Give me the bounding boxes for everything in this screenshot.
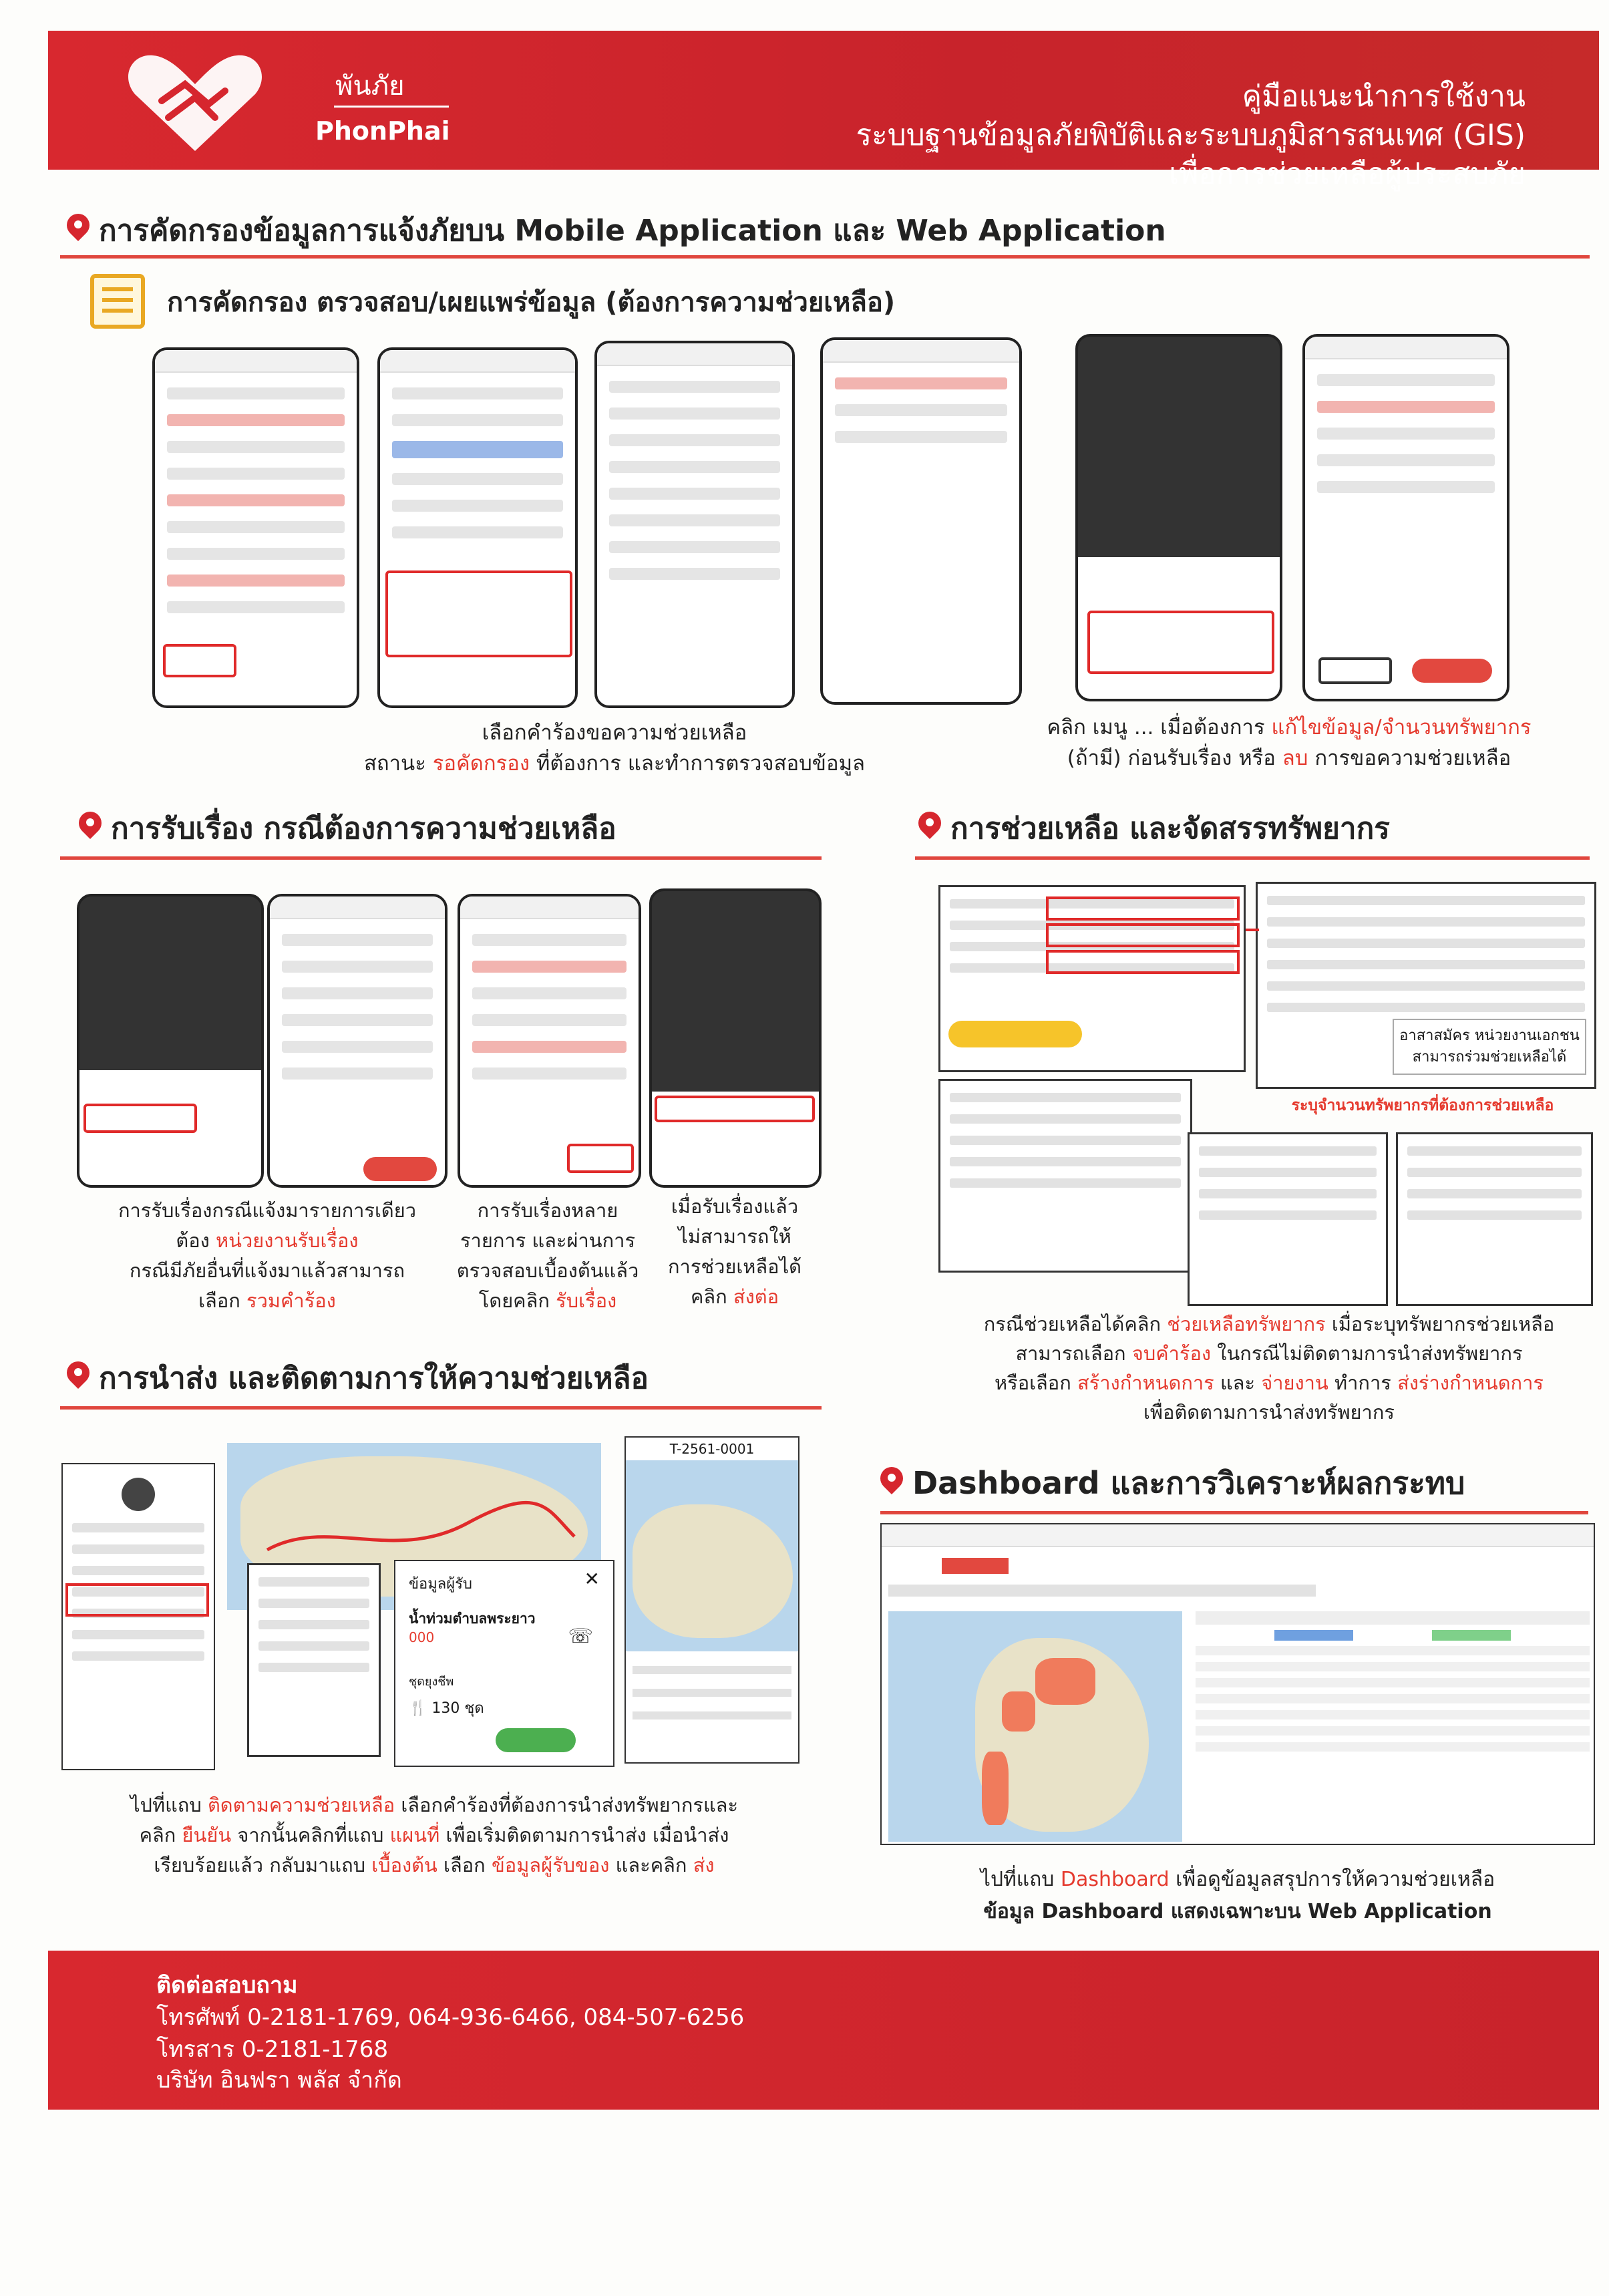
contact-phone: โทรศัพท์ 0-2181-1769, 064-936-6466, 084-507-6256 xyxy=(156,2004,745,2031)
caption-highlight: ระบุจำนวนทรัพยากรที่ต้องการช่วยเหลือ xyxy=(1291,1097,1554,1114)
location-pin-icon xyxy=(918,812,941,842)
food-icon: 🍴 xyxy=(409,1700,427,1717)
contact-company: บริษัท อินฟรา พลัส จำกัด xyxy=(156,2067,402,2094)
caption-highlight: สร้างกำหนดการ xyxy=(1077,1371,1214,1394)
brand-name-english: PhonPhai xyxy=(315,116,450,146)
close-icon[interactable]: ✕ xyxy=(584,1568,600,1590)
caption-highlight: รับเรื่อง xyxy=(556,1289,617,1312)
manual-title-line-3: เพื่อการช่วยเหลือผู้ประสบภัย xyxy=(1169,157,1526,191)
navigation-map-header: T-2561-0001 xyxy=(626,1438,798,1460)
caption-line xyxy=(935,1339,1603,1368)
caption-text: คลิก xyxy=(139,1824,182,1846)
section-divider xyxy=(880,1511,1588,1514)
screenshot-forward-menu xyxy=(649,888,822,1188)
caption-text: ทำการ xyxy=(1328,1371,1398,1394)
section-delivery-title xyxy=(67,1355,649,1402)
brand-divider xyxy=(334,106,449,108)
contact-footer xyxy=(48,1951,1599,2110)
section-divider xyxy=(60,255,1590,259)
caption-text: คลิก xyxy=(690,1285,733,1308)
caption-highlight: ยืนยัน xyxy=(182,1824,232,1846)
screenshot-navigation-map xyxy=(624,1436,799,1764)
accept-caption-multiple xyxy=(434,1196,661,1316)
caption-highlight: ส่ง xyxy=(693,1854,715,1876)
caption-text: ไปที่แถบ xyxy=(130,1794,208,1816)
caption-text: กรณีช่วยเหลือได้คลิก xyxy=(983,1313,1168,1335)
caption-line xyxy=(434,1286,661,1316)
popup-item-qty xyxy=(409,1696,484,1719)
caption-line: เลือกคำร้องขอความช่วยเหลือ xyxy=(482,721,747,745)
caption-highlight: รวมคำร้อง xyxy=(246,1289,336,1312)
caption-text: เพื่อเริ่มติดตามการนำส่ง เมื่อนำส่ง xyxy=(439,1824,729,1846)
phone-icon[interactable]: ☏ xyxy=(568,1625,593,1648)
caption-text: และคลิก xyxy=(609,1854,693,1876)
location-pin-icon xyxy=(67,214,90,244)
caption-line: เมื่อรับเรื่องแล้ว xyxy=(671,1195,799,1218)
screenshot-resource-list xyxy=(1396,1132,1593,1306)
caption-text: ไปที่แถบ xyxy=(980,1868,1061,1891)
dashboard-table xyxy=(1196,1611,1590,1838)
header-banner xyxy=(48,31,1599,191)
caption-line xyxy=(73,1850,795,1880)
screenshot-resource-detail xyxy=(820,337,1022,705)
caption-line xyxy=(80,1286,454,1316)
screening-caption-right xyxy=(989,712,1590,774)
volunteer-note: อาสาสมัคร หน่วยงานเอกชน สามารถร่วมช่วยเหลือได้ xyxy=(1393,1019,1586,1075)
caption-highlight: ข้อมูลผู้รับของ xyxy=(491,1854,610,1876)
confirm-button[interactable] xyxy=(496,1728,576,1752)
caption-line: การช่วยเหลือได้ xyxy=(667,1255,801,1278)
accept-caption-single xyxy=(80,1196,454,1316)
handshake-heart-icon xyxy=(122,44,269,158)
caption-line xyxy=(989,712,1590,743)
popup-item-qty-text: 130 ชุด xyxy=(431,1700,484,1717)
dashboard-map xyxy=(888,1611,1182,1842)
location-pin-icon xyxy=(880,1467,903,1498)
brand-name-thai: พันภัย xyxy=(335,71,405,102)
caption-highlight: ส่งต่อ xyxy=(733,1285,779,1308)
caption-text: ต้อง xyxy=(176,1229,216,1252)
caption-text: หรือเลือก xyxy=(995,1371,1077,1394)
section-dashboard-title xyxy=(880,1459,1465,1508)
caption-text: สามารถเลือก xyxy=(1015,1342,1132,1365)
caption-text: เลือก xyxy=(198,1289,247,1312)
caption-line xyxy=(989,743,1590,774)
section-dashboard-title-text: Dashboard และการวิเคราะห์ผลกระทบ xyxy=(912,1465,1465,1501)
document-icon xyxy=(90,274,145,329)
caption-highlight: Dashboard xyxy=(1060,1868,1170,1891)
caption-highlight: เบื้องต้น xyxy=(371,1854,437,1876)
caption-text: เพื่อดูข้อมูลสรุปการให้ความช่วยเหลือ xyxy=(1169,1868,1495,1891)
caption-highlight: หน่วยงานรับเรื่อง xyxy=(216,1229,359,1252)
manual-title-line-2: ระบบฐานข้อมูลภัยพิบัติและระบบภูมิสารสนเทศ (GIS) xyxy=(856,118,1526,152)
screenshot-accept-menu xyxy=(77,894,264,1188)
section-divider xyxy=(915,856,1590,860)
location-pin-icon xyxy=(67,1361,90,1392)
section-assist-title-text: การช่วยเหลือ และจัดสรรทรัพยากร xyxy=(950,812,1390,846)
caption-highlight: ติดตามความช่วยเหลือ xyxy=(207,1794,395,1816)
caption-line xyxy=(935,1368,1603,1398)
location-pin-icon xyxy=(79,812,102,842)
caption-highlight: ลบ xyxy=(1282,746,1308,770)
popup-heading: ข้อมูลผู้รับ xyxy=(409,1576,472,1593)
caption-line: ไม่สามารถให้ xyxy=(678,1225,791,1248)
caption-highlight: จ่ายงาน xyxy=(1261,1371,1328,1394)
screenshot-accept-list xyxy=(458,894,641,1188)
caption-line xyxy=(73,1790,795,1820)
arrow-connector xyxy=(1246,929,1259,931)
caption-text: สถานะ xyxy=(363,752,433,776)
section-delivery-title-text: การนำส่ง และติดตามการให้ความช่วยเหลือ xyxy=(99,1361,649,1396)
manual-title-line-1: คู่มือแนะนำการใช้งาน xyxy=(1242,79,1526,114)
caption-text: การขอความช่วยเหลือ xyxy=(1308,746,1511,770)
caption-line: ข้อมูล Dashboard แสดงเฉพาะบน Web Application xyxy=(983,1900,1492,1923)
popup-item-label: ชุดยุงชีพ xyxy=(409,1675,454,1689)
screenshot-dashboard xyxy=(880,1523,1595,1845)
screenshot-track-list xyxy=(247,1563,381,1757)
caption-line: เพื่อติดตามการนำส่งทรัพยากร xyxy=(1143,1401,1395,1424)
caption-highlight: แผนที่ xyxy=(389,1824,440,1846)
assist-caption xyxy=(935,1309,1603,1427)
section-accept-title-text: การรับเรื่อง กรณีต้องการความช่วยเหลือ xyxy=(111,812,616,846)
caption-line: กรณีมีภัยอื่นที่แจ้งมาแล้วสามารถ xyxy=(129,1259,405,1282)
screenshot-context-menu xyxy=(1075,334,1282,701)
screenshot-accept-detail xyxy=(267,894,448,1188)
screenshot-profile-menu xyxy=(61,1463,215,1770)
contact-fax: โทรสาร 0-2181-1768 xyxy=(156,2036,389,2063)
screenshot-assist-menu xyxy=(938,885,1246,1072)
section-divider xyxy=(60,1406,822,1410)
caption-text: ในกรณีไม่ติดตามการนำส่งทรัพยากร xyxy=(1211,1342,1523,1365)
caption-text: และ xyxy=(1214,1371,1262,1394)
caption-line: การรับเรื่องกรณีแจ้งมารายการเดียว xyxy=(118,1199,417,1222)
section-screening-title-text: การคัดกรองข้อมูลการแจ้งภัยบน Mobile Application และ Web Application xyxy=(99,214,1166,248)
delivery-caption xyxy=(73,1790,795,1880)
caption-line xyxy=(651,1282,818,1312)
section-screening-title xyxy=(67,207,1166,254)
caption-line xyxy=(281,748,948,779)
caption-line xyxy=(73,1820,795,1850)
caption-line: ตรวจสอบเบื้องต้นแล้ว xyxy=(456,1259,639,1282)
screening-subtitle: การคัดกรอง ตรวจสอบ/เผยแพร่ข้อมูล (ต้องการความช่วยเหลือ) xyxy=(167,287,896,318)
caption-text: จากนั้นคลิกที่แถบ xyxy=(231,1824,390,1846)
section-divider xyxy=(60,856,822,860)
caption-highlight: แก้ไขข้อมูล/จำนวนทรัพยากร xyxy=(1271,715,1532,740)
caption-text: เมื่อระบุทรัพยากรช่วยเหลือ xyxy=(1325,1313,1555,1335)
caption-text: ที่ต้องการ และทำการตรวจสอบข้อมูล xyxy=(530,752,866,776)
section-accept-title xyxy=(79,805,616,852)
screenshot-damage-info xyxy=(594,341,795,708)
manual-title xyxy=(856,77,1526,194)
screening-caption-left xyxy=(281,717,948,779)
screenshot-request-list xyxy=(152,347,359,708)
screenshot-create-schedule xyxy=(938,1079,1192,1273)
popup-place: น้ำท่วมตำบลพระยาว xyxy=(409,1611,536,1627)
screenshot-edit-form xyxy=(1302,334,1509,701)
caption-line xyxy=(80,1226,454,1256)
caption-text: (ถ้ามี) ก่อนรับเรื่อง หรือ xyxy=(1067,746,1282,770)
caption-line xyxy=(880,1864,1595,1896)
resource-specify-label xyxy=(1249,1096,1596,1116)
caption-line xyxy=(935,1309,1603,1339)
caption-text: เลือกคำร้องที่ต้องการนำส่งทรัพยากรและ xyxy=(395,1794,739,1816)
caption-highlight: ส่งร่างกำหนดการ xyxy=(1397,1371,1544,1394)
caption-line: รายการ และผ่านการ xyxy=(460,1229,636,1252)
caption-highlight: จบคำร้อง xyxy=(1131,1342,1212,1365)
caption-text: โดยคลิก xyxy=(478,1289,556,1312)
accept-caption-forward xyxy=(651,1192,818,1312)
caption-line: การรับเรื่องหลาย xyxy=(477,1199,618,1222)
caption-text: เลือก xyxy=(437,1854,492,1876)
caption-text: คลิก เมนู ... เมื่อต้องการ xyxy=(1047,715,1272,740)
screenshot-request-detail xyxy=(377,347,578,708)
caption-text: เรียบร้อยแล้ว กลับมาแถบ xyxy=(154,1854,372,1876)
caption-highlight: รอคัดกรอง xyxy=(432,752,530,776)
section-assist-title xyxy=(918,805,1390,852)
dashboard-caption xyxy=(880,1864,1595,1928)
contact-title: ติดต่อสอบถาม xyxy=(156,1972,298,1999)
screenshot-resource-qty xyxy=(1188,1132,1388,1306)
popup-code: 000 xyxy=(409,1629,435,1645)
recipient-info-popup xyxy=(394,1560,614,1767)
caption-highlight: ช่วยเหลือทรัพยากร xyxy=(1167,1313,1326,1335)
